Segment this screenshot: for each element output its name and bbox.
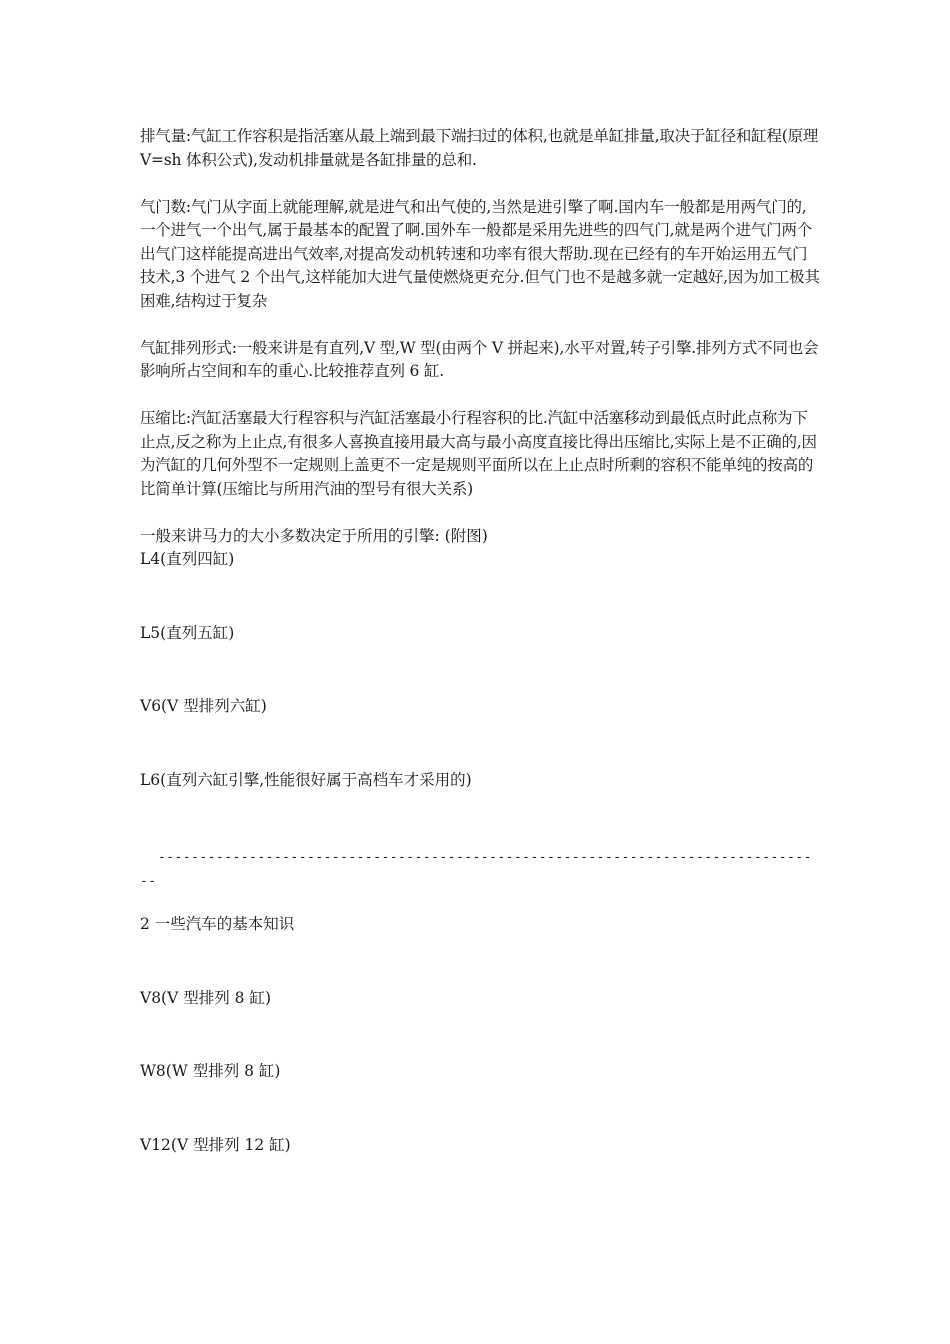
engine-item-v8: V8(V 型排列 8 缸) [140,988,271,1007]
divider-line: ------------------------------------------------------------------------------- [158,850,812,865]
document-body [140,125,823,1157]
figure-placeholder-v8 [140,1010,820,1060]
engine-item-v6: V6(V 型排列六缸) [140,697,267,715]
paragraph-cylinder-layout: 气缸排列形式:一般来讲是有直列,V 型,W 型(由两个 V 拼起来),水平对置,转子引擎.排列方式不同也会影响所占空间和车的重心.比较推荐直列 6 缸. [140,338,819,380]
engine-item-l4: L4(直列四缸) [140,550,235,568]
figure-placeholder-w8 [140,1084,820,1134]
section-title: 2 一些汽车的基本知识 [140,915,295,933]
engine-item-w8: W8(W 型排列 8 缸) [140,1062,281,1080]
figure-placeholder-l4 [140,572,820,622]
divider-line-tail: -- [140,873,157,889]
spacer [140,893,820,913]
paragraph-compression-ratio: 压缩比:汽缸活塞最大行程容积与汽缸活塞最小行程容积的比.汽缸中活塞移动到最低点时此点称为下止点,反之称为上止点,有很多人喜换直接用最大高与最小高度直接比得出压缩比,实际上是不正确的,因为汽缸的几何外型不一定规则上盖更不一定是规则平面所以在上止点时所剩的容积不能单纯的按高的比简单计算(压缩比与所用汽油的型号有很大关系) [140,409,817,498]
intro-line: 一般来讲马力的大小多数决定于所用的引擎: (附图) [140,526,488,545]
paragraph-displacement: 排气量:气缸工作容积是指活塞从最上端到最下端扫过的体积,也就是单缸排量,取决于缸径和缸程(原理 V=sh 体积公式),发动机排量就是各缸排量的总和. [140,127,823,169]
engine-item-l6: L6(直列六缸引擎,性能很好属于高档车才采用的) [140,770,472,789]
engine-item-l5: L5(直列五缸) [140,623,235,642]
paragraph-valves: 气门数:气门从字面上就能理解,就是进气和出气使的,当然是进引擎了啊.国内车一般都是用两气门的,一个进气一个出气,属于最基本的配置了啊.国外车一般都是采用先进些的四气门,就是两个进气门两个出气门这样能提高进出气效率,对提高发动机转速和功率有很大帮助.现在已经有的车开始运用五气门技术,3 个进气 2 个出气,这样能加大进气量使燃烧更充分.但气门也不是越多就一定越好,因为加工极其困难,结构过于复杂 [140,197,820,310]
spacer [140,937,820,987]
figure-placeholder-v6 [140,719,820,769]
figure-placeholder-l5 [140,645,820,695]
engine-item-v12: V12(V 型排列 12 缸) [140,1135,291,1154]
spacer [140,792,820,846]
